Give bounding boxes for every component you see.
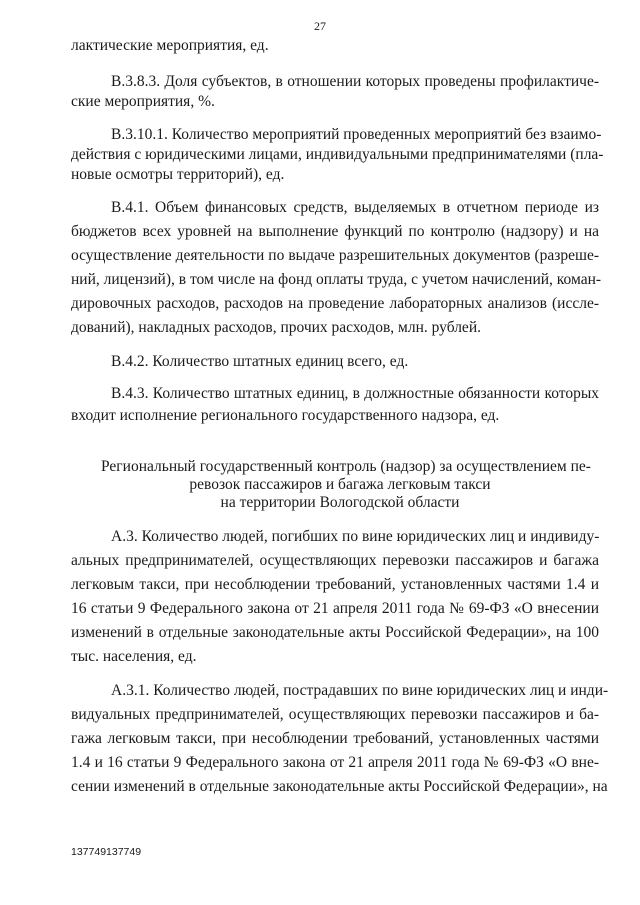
text-line: альных предпринимателей, осуществляющих перевозки пассажиров и багажа (71, 552, 599, 569)
text-line: гажа легковым такси, при несоблюдении требований, установленных частями (71, 730, 599, 747)
text-line: изменений в отдельные законодательные акты Российской Федерации», на 100 (71, 624, 599, 641)
text-line: дований), накладных расходов, прочих расходов, млн. рублей. (71, 319, 481, 336)
paragraph-first-line: В.4.2. Количество штатных единиц всего, ед. (111, 353, 409, 370)
paragraph-first-line: В.4.1. Объем финансовых средств, выделяемых в отчетном периоде из (111, 199, 599, 216)
paragraph-first-line: А.3.1. Количество людей, пострадавших по вине юридических лиц и инди- (111, 682, 609, 699)
text-line: ний, лицензий), в том числе на фонд оплаты труда, с учетом начислений, коман- (71, 271, 602, 288)
text-line: лактические мероприятия, ед. (71, 37, 269, 54)
document-id: 137749137749 (71, 846, 142, 858)
text-line: тыс. населения, ед. (71, 648, 197, 665)
text-line: дировочных расходов, расходов на проведение лабораторных анализов (иссле- (71, 295, 599, 312)
section-heading-line: ревозок пассажиров и багажа легковым такси (189, 476, 491, 493)
text-line: ские мероприятия, %. (71, 93, 215, 110)
text-line: видуальных предпринимателей, осуществляющих перевозки пассажиров и ба- (71, 706, 599, 723)
text-line: 1.4 и 16 статьи 9 Федерального закона от 21 апреля 2011 года № 69-ФЗ «О вне- (71, 754, 599, 771)
paragraph-first-line: В.3.10.1. Количество мероприятий проведенных мероприятий без взаимо- (111, 126, 602, 143)
text-line: входит исполнение регионального государственного надзора, ед. (71, 407, 500, 424)
paragraph-first-line: В.3.8.3. Доля субъектов, в отношении которых проведены профилактиче- (111, 73, 599, 90)
page-number: 27 (314, 19, 326, 33)
text-line: легковым такси, при несоблюдении требований, установленных частями 1.4 и (71, 576, 599, 593)
section-heading-line: на территории Вологодской области (220, 494, 460, 511)
paragraph-first-line: А.3. Количество людей, погибших по вине юридических лиц и индивиду- (111, 528, 600, 545)
text-line: действия с юридическими лицами, индивидуальными предпринимателями (пла- (71, 146, 604, 163)
section-heading-line: Региональный государственный контроль (надзор) за осуществлением пе- (101, 458, 591, 475)
text-line: 16 статьи 9 Федерального закона от 21 апреля 2011 года № 69-ФЗ «О внесении (71, 600, 599, 617)
paragraph-first-line: В.4.3. Количество штатных единиц, в должностные обязанности которых (111, 385, 599, 402)
text-line: сении изменений в отдельные законодательные акты Российской Федерации», на (71, 778, 608, 795)
text-line: осуществление деятельности по выдаче разрешительных документов (разреше- (71, 247, 599, 264)
text-line: бюджетов всех уровней на выполнение функций по контролю (надзору) и на (71, 223, 599, 240)
text-line: новые осмотры территорий), ед. (71, 166, 285, 183)
